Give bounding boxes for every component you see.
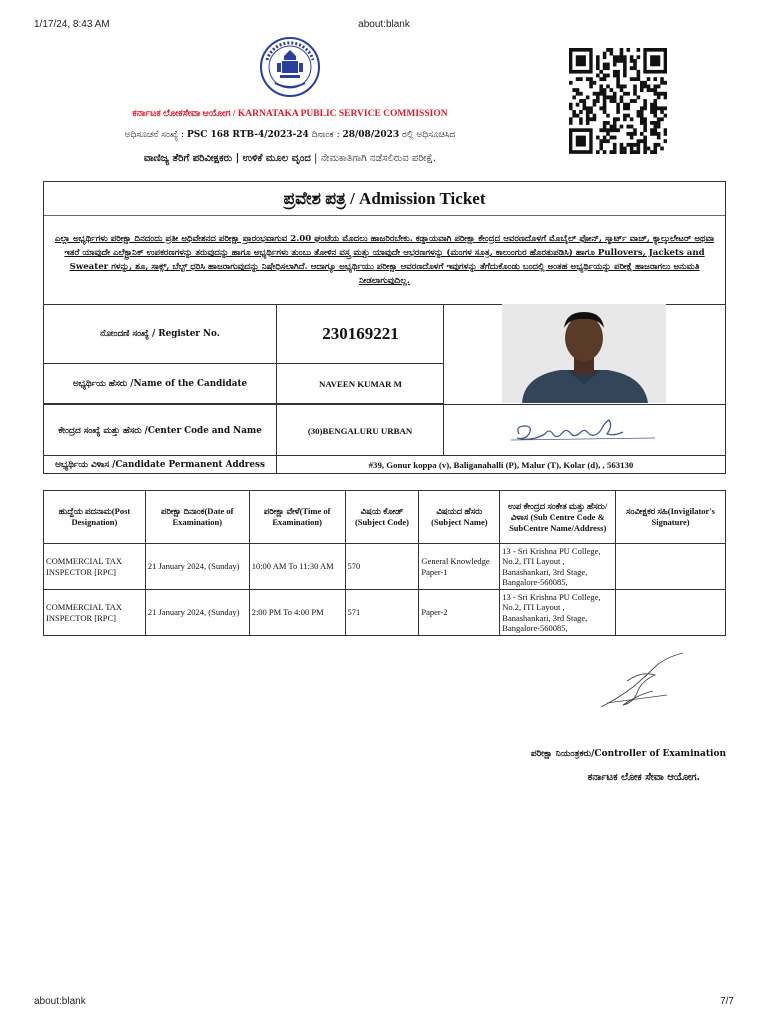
- center-value: (30)BENGALURU URBAN: [277, 405, 444, 456]
- post-cell: COMMERCIAL TAX INSPECTOR [RPC]: [44, 590, 146, 636]
- signature-cell: [616, 590, 726, 636]
- subcentre-cell: 13 - Sri Krishna PU College, No.2, ITI Layout , Banashankari, 3rd Stage, Bangalore-560085,: [500, 590, 616, 636]
- table-row: [44, 544, 726, 590]
- header-code: ವಿಷಯ ಕೋಡ್ (Subject Code): [345, 491, 419, 544]
- notification-line: [0, 130, 580, 140]
- notif-date: 28/08/2023: [342, 130, 400, 140]
- date-cell: 21 January 2024, (Sunday): [145, 590, 249, 636]
- print-title: about:blank: [358, 19, 410, 30]
- controller-title: ಪರೀಕ್ಷಾ ನಿಯಂತ್ರಕರು/Controller of Examination: [530, 749, 726, 759]
- notif-suffix: ರಲ್ಲಿ ಅಧಿಸೂಚಿಸಿದ: [399, 130, 456, 140]
- notif-date-label: ದಿನಾಂಕ :: [308, 130, 343, 140]
- notif-prefix: ಅಧಿಸೂಚನೆ ಸಂಖ್ಯೆ :: [124, 130, 187, 140]
- register-label: ನೋಂದಣಿ ಸಂಖ್ಯೆ / Register No.: [44, 305, 277, 363]
- post-name: ವಾಣಿಜ್ಯ ತೆರಿಗೆ ಪರಿವೀಕ್ಷಕರು | ಉಳಿಕೆ ಮೂಲ ವೃಂದ: [143, 153, 311, 164]
- candidate-photo: [502, 304, 666, 403]
- post-cell: COMMERCIAL TAX INSPECTOR [RPC]: [44, 544, 146, 590]
- ticket-title: ಪ್ರವೇಶ ಪತ್ರ / Admission Ticket: [44, 182, 725, 216]
- date-cell: 21 January 2024, (Sunday): [145, 544, 249, 590]
- post-line: [0, 153, 580, 164]
- print-footer-url: about:blank: [34, 996, 86, 1007]
- register-number: 230169221: [322, 324, 399, 343]
- print-datetime: 1/17/24, 8:43 AM: [34, 19, 110, 30]
- subject-cell: General Knowledge Paper-1: [419, 544, 500, 590]
- candidate-signature-icon: [505, 414, 665, 448]
- qr-code-icon: [569, 48, 667, 154]
- signature-cell: [616, 544, 726, 590]
- organization-name: ಕರ್ನಾಟಕ ಲೋಕಸೇವಾ ಆಯೋಗ / KARNATAKA PUBLIC SERVICE COMMISSION: [132, 109, 448, 119]
- page-indicator: 7/7: [720, 996, 734, 1007]
- karnataka-seal-icon: [259, 36, 321, 98]
- exam-schedule-table: [43, 490, 726, 636]
- controller-signature-icon: [597, 651, 687, 713]
- table-row: [44, 590, 726, 636]
- post-line-rest: | ನೇಮಕಾತಿಗಾಗಿ ನಡೆಸಲಿರುವ ಪರೀಕ್ಷೆ.: [314, 153, 437, 164]
- header-post: ಹುದ್ದೆಯ ಪದನಾಮ(Post Designation): [44, 491, 146, 544]
- notif-number: PSC 168 RTB-4/2023-24: [186, 130, 309, 140]
- header-time: ಪರೀಕ್ಷಾ ವೇಳೆ(Time of Examination): [249, 491, 345, 544]
- time-cell: 2:00 PM To 4:00 PM: [249, 590, 345, 636]
- center-row: [44, 404, 725, 456]
- instructions: ಎಲ್ಲಾ ಅಭ್ಯರ್ಥಿಗಳು ಪರೀಕ್ಷಾ ದಿನದಂದು ಪ್ರತೀ ಅಧಿವೇಶನದ ಪರೀಕ್ಷಾ ಪ್ರಾರಂಭವಾಗುವ 2.00 ಘಂಟೆಯ ಮೊದಲು ಹಾಜರಿರಬೇಕು. ಕಡ್ಡಾಯವಾಗಿ ಪರೀಕ್ಷಾ ಕೇಂದ್ರದ ಆವರಣದೊಳಗೆ ಮೊಬೈಲ್ ಫೋನ್, ಸ್ಮಾರ್ಟ್ ವಾಚ್, ಕ್ಯಾಲ್ಕುಲೇಟರ್ ಅಥವಾ ಇತರೆ ಯಾವುದೇ ಎಲೆಕ್ಟ್ರಾನಿಕ್ ಉಪಕರಣಗಳನ್ನು ತರುವುದನ್ನು ಹಾಗೂ ಅಭ್ಯರ್ಥಿಗಳು ತುಂಬು ತೋಳಿನ ವಸ್ತ್ರ ಮತ್ತು ಯಾವುದೇ ಆಭರಣಗಳನ್ನು (ಮಂಗಳ ಸೂತ್ರ, ಕಾಲುಂಗುರ ಹೊರತುಪಡಿಸಿ) ಹಾಗೂ Pullovers, Jackets and Sweater ಗಳನ್ನು, ಶೂ, ಸಾಕ್ಸ್, ಬೆಲ್ಟ್ ಧರಿಸಿ ಹಾಜರಾಗುವುದನ್ನು ನಿಷೇಧಿಸಲಾಗಿದೆ. ಆದಾಗ್ಯೂ ಅಭ್ಯರ್ಥಿಯು ಪರೀಕ್ಷಾ ಆವರಣದೊಳಗೆ ಇವುಗಳನ್ನು ತೆಗೆದುಕೊಂಡು ಬಂದಲ್ಲಿ ಅಂತಹ ಅಭ್ಯರ್ಥಿಯನ್ನು ಪರೀಕ್ಷೆ ಹಾಜರಾಗಲು ಅನುಮತಿ ನೀಡಲಾಗುವುದಿಲ್ಲ.: [44, 216, 725, 305]
- header-date: ಪರೀಕ್ಷಾ ದಿನಾಂಕ(Date of Examination): [145, 491, 249, 544]
- address-value: #39, Gonur koppa (v), Baliganahalli (P), Malur (T), Kolar (d), , 563130: [368, 459, 634, 470]
- address-label: ಅಭ್ಯರ್ಥಿಯ ವಿಳಾಸ /Candidate Permanent Address: [44, 456, 277, 473]
- candidate-signature: [444, 405, 725, 456]
- subcentre-cell: 13 - Sri Krishna PU College, No.2, ITI Layout , Banashankari, 3rd Stage, Bangalore-560085,: [500, 544, 616, 590]
- center-label: ಕೇಂದ್ರದ ಸಂಖ್ಯೆ ಮತ್ತು ಹೆಸರು /Center Code and Name: [44, 405, 277, 456]
- header-invigilator: ಸಂವೀಕ್ಷಕರ ಸಹಿ(Invigilator's Signature): [616, 491, 726, 544]
- code-cell: 571: [345, 590, 419, 636]
- code-cell: 570: [345, 544, 419, 590]
- name-row: [44, 364, 444, 404]
- candidate-name: NAVEEN KUMAR M: [319, 378, 402, 389]
- subject-cell: Paper-2: [419, 590, 500, 636]
- controller-organization: ಕರ್ನಾಟಕ ಲೋಕ ಸೇವಾ ಆಯೋಗ.: [587, 772, 700, 783]
- address-row: [44, 456, 725, 473]
- register-row: [44, 305, 444, 364]
- header-subcentre: ಉಪ ಕೇಂದ್ರದ ಸಂಕೇತ ಮತ್ತು ಹೆಸರು/ವಿಳಾಸ (Sub Centre Code & SubCentre Name/Address): [500, 491, 616, 544]
- table-header-row: [44, 491, 726, 544]
- time-cell: 10:00 AM To 11:30 AM: [249, 544, 345, 590]
- header-subject: ವಿಷಯದ ಹೆಸರು (Subject Name): [419, 491, 500, 544]
- name-label: ಅಭ್ಯರ್ಥಿಯ ಹೆಸರು /Name of the Candidate: [44, 364, 277, 403]
